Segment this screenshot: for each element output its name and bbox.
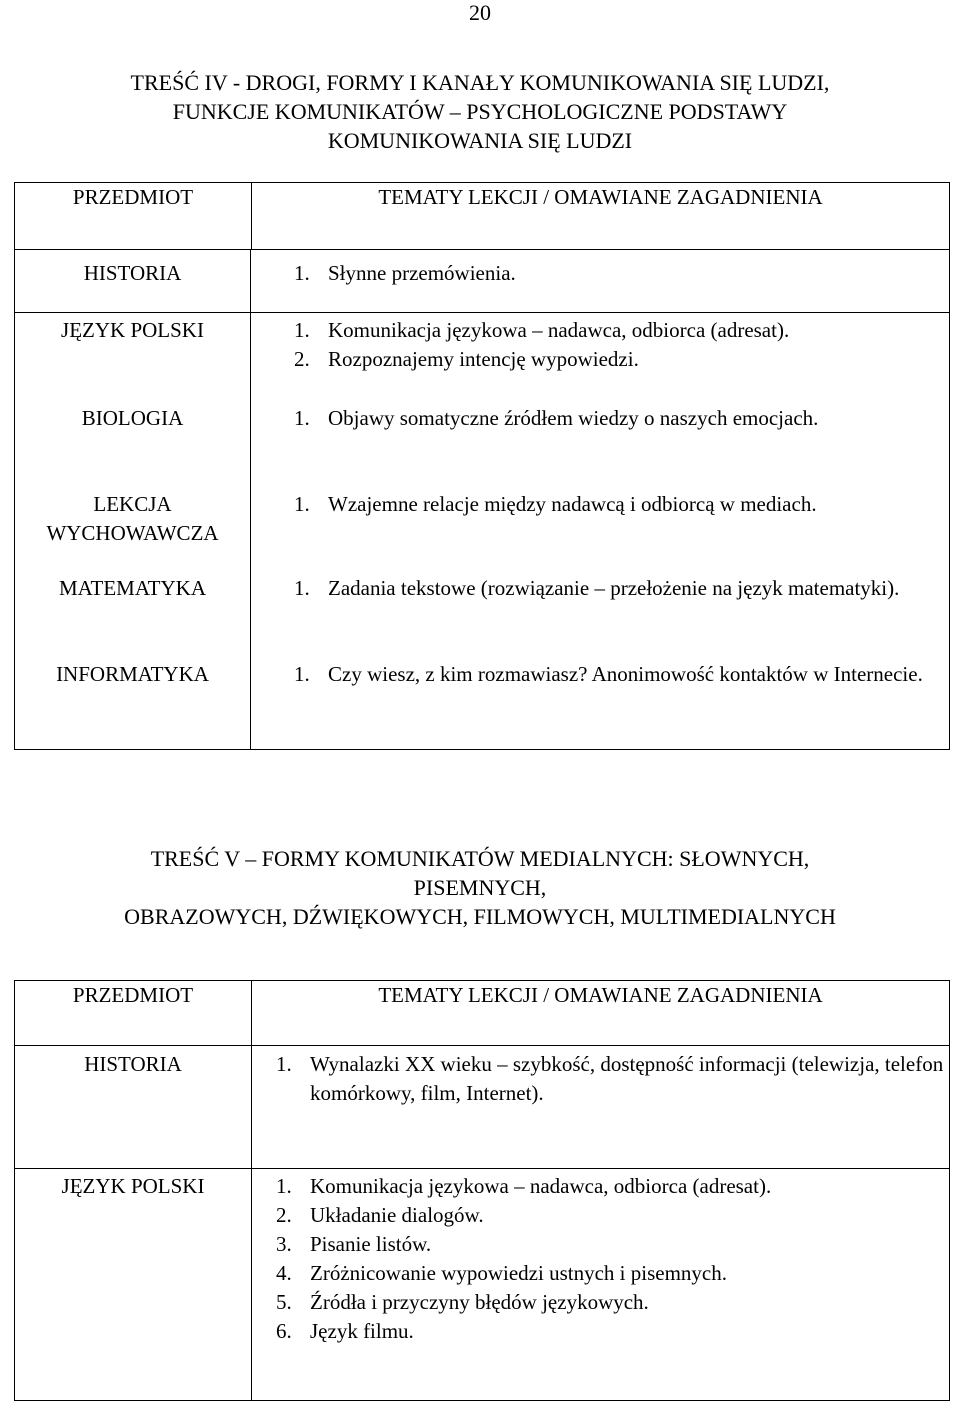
item-text: Język filmu.	[310, 1319, 414, 1343]
topics-cell	[252, 1169, 950, 1401]
item-number: 2.	[294, 347, 310, 371]
table-row	[15, 490, 949, 574]
item-number: 1.	[294, 576, 310, 600]
table-row	[15, 404, 949, 490]
table-row	[15, 1169, 950, 1401]
subject-cell: BIOLOGIA	[15, 404, 251, 490]
header-subject: PRZEDMIOT	[15, 981, 252, 1046]
item-number: 1.	[294, 261, 310, 285]
table-row	[15, 574, 949, 660]
list-item	[276, 1288, 949, 1317]
list-item	[276, 1317, 949, 1346]
table-row	[15, 1046, 950, 1169]
list-item	[294, 404, 949, 433]
subject-cell: JĘZYK POLSKI	[15, 1169, 252, 1401]
section-title-line: TREŚĆ IV - DROGI, FORMY I KANAŁY KOMUNIKOWANIA SIĘ LUDZI,	[130, 70, 830, 95]
item-number: 2.	[276, 1203, 292, 1227]
list-item	[294, 259, 949, 288]
subject-cell: HISTORIA	[15, 1046, 252, 1169]
subject-cell: JĘZYK POLSKI	[15, 313, 251, 405]
item-number: 4.	[276, 1261, 292, 1285]
list-item	[276, 1172, 949, 1201]
item-number: 1.	[294, 492, 310, 516]
item-text: Pisanie listów.	[310, 1232, 432, 1256]
table-body-cell	[15, 250, 950, 750]
subject-label-line: WYCHOWAWCZA	[46, 521, 219, 545]
topics-cell	[251, 490, 950, 574]
topics-cell	[251, 574, 950, 660]
list-item	[294, 660, 949, 689]
item-text: Objawy somatyczne źródłem wiedzy o naszych emocjach.	[328, 406, 819, 430]
section-title-v	[0, 844, 960, 931]
header-topics: TEMATY LEKCJI / OMAWIANE ZAGADNIENIA	[252, 183, 950, 250]
list-item	[294, 574, 949, 603]
header-topics: TEMATY LEKCJI / OMAWIANE ZAGADNIENIA	[252, 981, 950, 1046]
item-text: Układanie dialogów.	[310, 1203, 484, 1227]
list-item	[294, 490, 949, 519]
topics-cell	[251, 404, 950, 490]
item-number: 1.	[294, 662, 310, 686]
item-text: Słynne przemówienia.	[328, 261, 516, 285]
table-header-row	[15, 981, 950, 1046]
topics-cell	[251, 313, 950, 405]
table-body	[15, 250, 949, 749]
page-number: 20	[469, 0, 491, 25]
subject-cell: INFORMATYKA	[15, 660, 251, 749]
item-text: Wynalazki XX wieku – szybkość, dostępność informacji (telewizja, telefon komórkowy, film, Internet).	[310, 1052, 944, 1105]
topics-cell	[252, 1046, 950, 1169]
header-subject: PRZEDMIOT	[15, 183, 252, 250]
table-row	[15, 313, 949, 405]
item-text: Rozpoznajemy intencję wypowiedzi.	[328, 347, 639, 371]
section-title-line: TREŚĆ V – FORMY KOMUNIKATÓW MEDIALNYCH: SŁOWNYCH,	[150, 846, 810, 871]
item-number: 1.	[276, 1174, 292, 1198]
item-number: 1.	[294, 318, 310, 342]
subject-cell: MATEMATYKA	[15, 574, 251, 660]
topic-list	[294, 490, 949, 519]
item-number: 5.	[276, 1290, 292, 1314]
item-text: Zróżnicowanie wypowiedzi ustnych i pisemnych.	[310, 1261, 727, 1285]
item-text: Czy wiesz, z kim rozmawiasz? Anonimowość kontaktów w Internecie.	[328, 662, 923, 686]
table-header-row	[15, 183, 950, 250]
item-text: Zadania tekstowe (rozwiązanie – przełożenie na język matematyki).	[328, 576, 900, 600]
list-item	[294, 345, 949, 374]
topic-list	[276, 1050, 949, 1108]
section-title-iv	[0, 68, 960, 155]
item-text: Wzajemne relacje między nadawcą i odbiorcą w mediach.	[328, 492, 817, 516]
list-item	[276, 1230, 949, 1259]
item-number: 6.	[276, 1319, 292, 1343]
list-item	[276, 1259, 949, 1288]
table-row	[15, 250, 950, 750]
topic-list	[294, 259, 949, 288]
topics-cell	[251, 660, 950, 749]
section-title-line: KOMUNIKOWANIA SIĘ LUDZI	[327, 128, 633, 153]
section-title-line: OBRAZOWYCH, DŹWIĘKOWYCH, FILMOWYCH, MULTIMEDIALNYCH	[124, 904, 836, 929]
item-text: Źródła i przyczyny błędów językowych.	[310, 1290, 649, 1314]
topic-list	[276, 1172, 949, 1346]
subject-label-line: LEKCJA	[93, 492, 172, 516]
section-title-line: FUNKCJE KOMUNIKATÓW – PSYCHOLOGICZNE PODSTAWY	[172, 99, 788, 124]
topic-list	[294, 316, 949, 374]
table-row	[15, 250, 949, 313]
item-number: 3.	[276, 1232, 292, 1256]
section-title-line: PISEMNYCH,	[413, 875, 547, 900]
table-row	[15, 660, 949, 749]
subject-cell	[15, 490, 251, 574]
item-text: Komunikacja językowa – nadawca, odbiorca (adresat).	[310, 1174, 772, 1198]
topic-list	[294, 660, 949, 689]
item-text: Komunikacja językowa – nadawca, odbiorca (adresat).	[328, 318, 790, 342]
topic-list	[294, 574, 949, 603]
list-item	[276, 1201, 949, 1230]
lessons-table-iv	[14, 182, 950, 750]
list-item	[276, 1050, 949, 1108]
item-number: 1.	[276, 1052, 292, 1076]
list-item	[294, 316, 949, 345]
topics-cell	[251, 250, 950, 313]
item-number: 1.	[294, 406, 310, 430]
subject-cell: HISTORIA	[15, 250, 251, 313]
lessons-table-v	[14, 980, 950, 1401]
topic-list	[294, 404, 949, 433]
